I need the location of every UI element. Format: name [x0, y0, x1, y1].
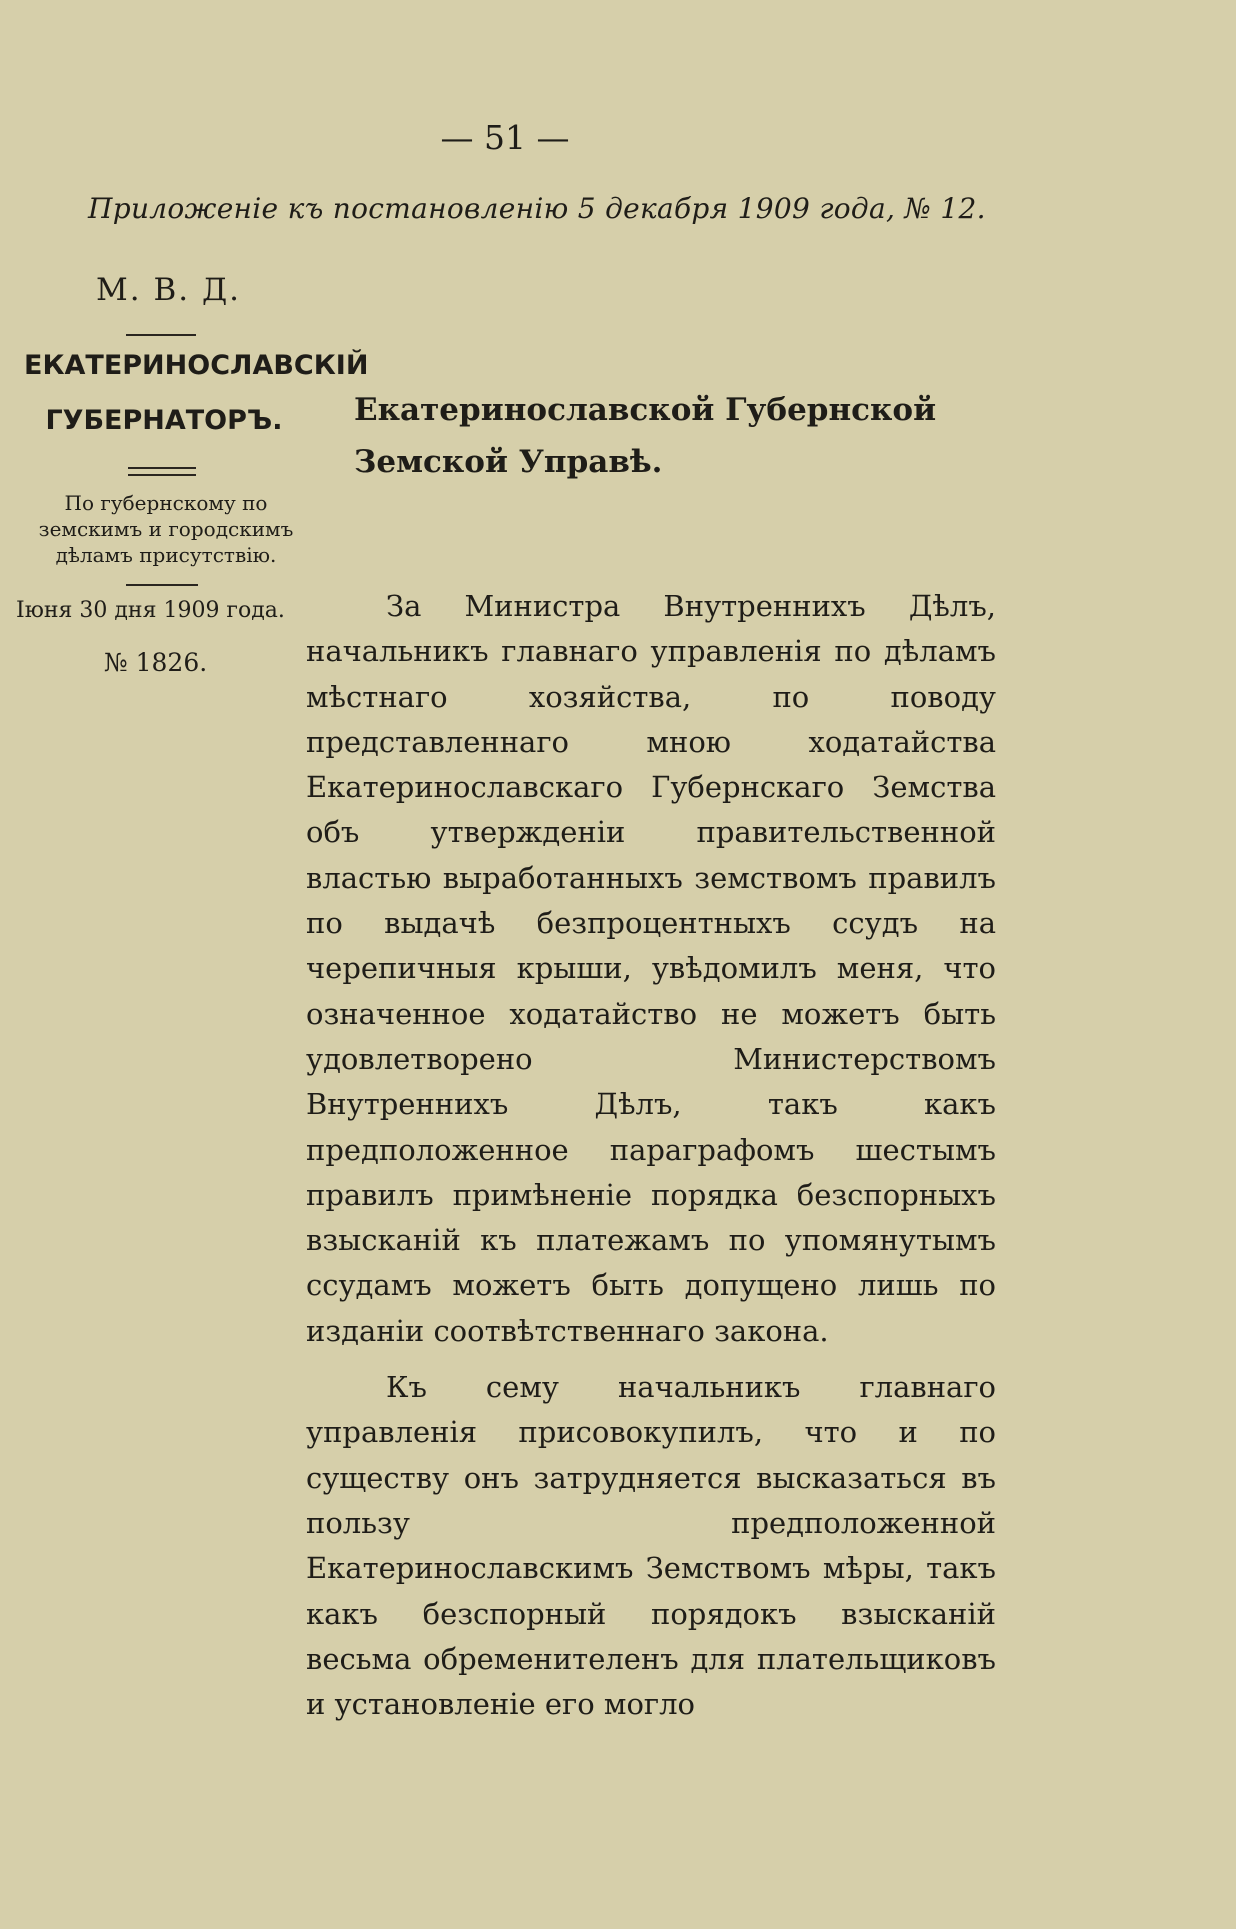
- divider: [128, 474, 196, 476]
- divider: [126, 584, 198, 586]
- letter-number: № 1826.: [104, 648, 208, 677]
- paragraph: Къ сему начальникъ главнаго управленiя присовокупилъ, что и по существу онъ затрудняется высказаться въ пользу предположенной Екатеринославскимъ Земствомъ мѣры, такъ какъ безспорный порядокъ взысканiй весьма обременителенъ для плательщиковъ и установленiе его могло: [306, 1370, 996, 1722]
- letter-body: [306, 584, 996, 1727]
- divider: [128, 467, 196, 469]
- ministry-abbreviation: М. В. Д.: [96, 272, 241, 308]
- addressee: Екатеринославской Губернской Земской Управѣ.: [354, 392, 937, 480]
- divider: [126, 334, 196, 336]
- sender-title-line2: ГУБЕРНАТОРЪ.: [45, 405, 283, 436]
- sender-title: [24, 350, 369, 436]
- page-number: — 51 —: [440, 118, 570, 157]
- committee-name: По губернскому по земскимъ и городскимъ дѣламъ присутствiю.: [38, 491, 294, 567]
- appendix-note: Приложенiе къ постановленiю 5 декабря 1909 года, № 12.: [88, 192, 986, 225]
- sender-title-line1: ЕКАТЕРИНОСЛАВСКIЙ: [24, 350, 369, 381]
- letter-date: Iюня 30 дня 1909 года.: [16, 598, 285, 623]
- paragraph: За Министра Внутреннихъ Дѣлъ, начальникъ главнаго управленiя по дѣламъ мѣстнаго хозяйства, по поводу представленнаго мною ходатайства Екатеринославскаго Губернскаго Земства объ утвержденiи правительственной властью выработанныхъ земствомъ правилъ по выдачѣ безпроцентныхъ ссудъ на черепичныя крыши, увѣдомилъ меня, что означенное ходатайство не можетъ быть удовлетворено Министерствомъ Внутреннихъ Дѣлъ, такъ какъ предположенное параграфомъ шестымъ правилъ примѣненiе порядка безспорныхъ взысканiй къ платежамъ по упомянутымъ ссудамъ можетъ быть допущено лишь по изданiи соотвѣтственнаго закона.: [306, 589, 996, 1348]
